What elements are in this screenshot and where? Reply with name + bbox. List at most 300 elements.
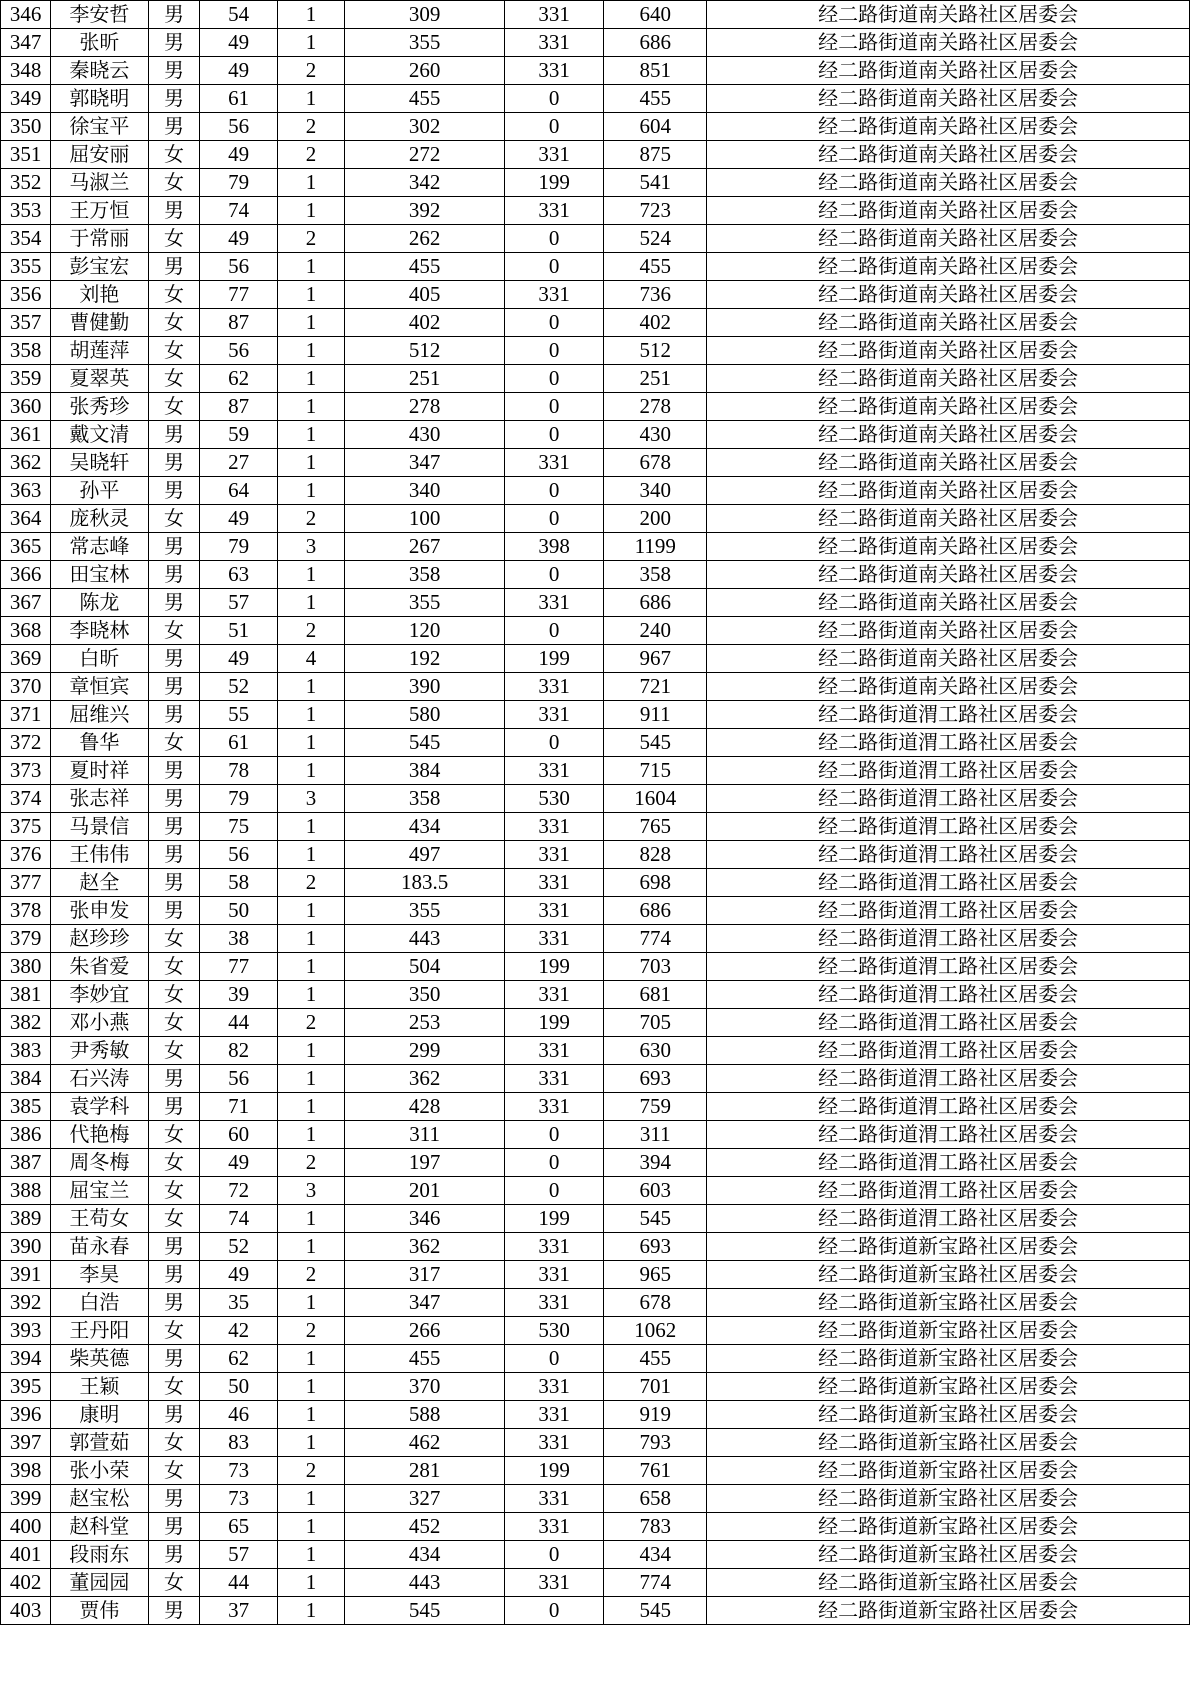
name-cell: 郭萱茹 xyxy=(51,1429,148,1457)
subsidy-cell: 331 xyxy=(505,1569,604,1597)
age-cell: 65 xyxy=(200,1513,277,1541)
table-row xyxy=(1,505,1190,533)
table-row xyxy=(1,1037,1190,1065)
community-cell: 经二路街道渭工路社区居委会 xyxy=(707,1205,1190,1233)
table-row xyxy=(1,1289,1190,1317)
table-row xyxy=(1,169,1190,197)
household-size-cell: 1 xyxy=(277,1513,344,1541)
subsidy-cell: 530 xyxy=(505,1317,604,1345)
income-cell: 266 xyxy=(345,1317,505,1345)
community-cell: 经二路街道新宝路社区居委会 xyxy=(707,1345,1190,1373)
total-cell: 759 xyxy=(604,1093,707,1121)
age-cell: 57 xyxy=(200,589,277,617)
name-cell: 刘艳 xyxy=(51,281,148,309)
subsidy-cell: 199 xyxy=(505,1009,604,1037)
table-row xyxy=(1,981,1190,1009)
community-cell: 经二路街道渭工路社区居委会 xyxy=(707,785,1190,813)
total-cell: 394 xyxy=(604,1149,707,1177)
total-cell: 430 xyxy=(604,421,707,449)
community-cell: 经二路街道南关路社区居委会 xyxy=(707,589,1190,617)
age-cell: 35 xyxy=(200,1289,277,1317)
total-cell: 686 xyxy=(604,29,707,57)
age-cell: 75 xyxy=(200,813,277,841)
household-size-cell: 1 xyxy=(277,841,344,869)
name-cell: 张秀珍 xyxy=(51,393,148,421)
subsidy-cell: 331 xyxy=(505,1429,604,1457)
community-cell: 经二路街道渭工路社区居委会 xyxy=(707,1093,1190,1121)
gender-cell: 女 xyxy=(148,1009,200,1037)
table-row xyxy=(1,85,1190,113)
name-cell: 石兴涛 xyxy=(51,1065,148,1093)
gender-cell: 男 xyxy=(148,561,200,589)
household-size-cell: 1 xyxy=(277,337,344,365)
income-cell: 355 xyxy=(345,897,505,925)
age-cell: 61 xyxy=(200,729,277,757)
gender-cell: 女 xyxy=(148,1317,200,1345)
table-row xyxy=(1,1485,1190,1513)
community-cell: 经二路街道新宝路社区居委会 xyxy=(707,1401,1190,1429)
subsidy-cell: 0 xyxy=(505,253,604,281)
subsidy-cell: 331 xyxy=(505,897,604,925)
age-cell: 79 xyxy=(200,785,277,813)
age-cell: 87 xyxy=(200,393,277,421)
community-cell: 经二路街道渭工路社区居委会 xyxy=(707,1009,1190,1037)
household-size-cell: 3 xyxy=(277,785,344,813)
subsidy-cell: 199 xyxy=(505,1457,604,1485)
name-cell: 田宝林 xyxy=(51,561,148,589)
household-size-cell: 1 xyxy=(277,477,344,505)
gender-cell: 男 xyxy=(148,85,200,113)
household-size-cell: 1 xyxy=(277,729,344,757)
community-cell: 经二路街道渭工路社区居委会 xyxy=(707,897,1190,925)
name-cell: 赵珍珍 xyxy=(51,925,148,953)
table-row xyxy=(1,337,1190,365)
name-cell: 屈维兴 xyxy=(51,701,148,729)
income-cell: 347 xyxy=(345,1289,505,1317)
subsidy-cell: 0 xyxy=(505,113,604,141)
community-cell: 经二路街道渭工路社区居委会 xyxy=(707,925,1190,953)
household-size-cell: 1 xyxy=(277,449,344,477)
age-cell: 56 xyxy=(200,113,277,141)
total-cell: 919 xyxy=(604,1401,707,1429)
total-cell: 1062 xyxy=(604,1317,707,1345)
community-cell: 经二路街道南关路社区居委会 xyxy=(707,673,1190,701)
gender-cell: 男 xyxy=(148,589,200,617)
row-number-cell: 349 xyxy=(1,85,51,113)
row-number-cell: 395 xyxy=(1,1373,51,1401)
community-cell: 经二路街道南关路社区居委会 xyxy=(707,169,1190,197)
name-cell: 王颖 xyxy=(51,1373,148,1401)
subsidy-cell: 331 xyxy=(505,1261,604,1289)
total-cell: 1604 xyxy=(604,785,707,813)
row-number-cell: 392 xyxy=(1,1289,51,1317)
household-size-cell: 1 xyxy=(277,1373,344,1401)
community-cell: 经二路街道南关路社区居委会 xyxy=(707,421,1190,449)
table-row xyxy=(1,1541,1190,1569)
household-size-cell: 2 xyxy=(277,1457,344,1485)
community-cell: 经二路街道南关路社区居委会 xyxy=(707,85,1190,113)
total-cell: 512 xyxy=(604,337,707,365)
name-cell: 代艳梅 xyxy=(51,1121,148,1149)
row-number-cell: 373 xyxy=(1,757,51,785)
community-cell: 经二路街道新宝路社区居委会 xyxy=(707,1289,1190,1317)
row-number-cell: 370 xyxy=(1,673,51,701)
age-cell: 63 xyxy=(200,561,277,589)
age-cell: 73 xyxy=(200,1485,277,1513)
gender-cell: 女 xyxy=(148,337,200,365)
gender-cell: 女 xyxy=(148,281,200,309)
row-number-cell: 372 xyxy=(1,729,51,757)
income-cell: 267 xyxy=(345,533,505,561)
age-cell: 56 xyxy=(200,841,277,869)
gender-cell: 男 xyxy=(148,869,200,897)
total-cell: 681 xyxy=(604,981,707,1009)
income-cell: 428 xyxy=(345,1093,505,1121)
community-cell: 经二路街道渭工路社区居委会 xyxy=(707,1177,1190,1205)
subsidy-cell: 199 xyxy=(505,953,604,981)
subsidy-cell: 0 xyxy=(505,365,604,393)
name-cell: 曹健勤 xyxy=(51,309,148,337)
community-cell: 经二路街道南关路社区居委会 xyxy=(707,253,1190,281)
community-cell: 经二路街道渭工路社区居委会 xyxy=(707,869,1190,897)
table-row xyxy=(1,785,1190,813)
subsidy-cell: 331 xyxy=(505,1513,604,1541)
income-cell: 355 xyxy=(345,29,505,57)
row-number-cell: 353 xyxy=(1,197,51,225)
community-cell: 经二路街道新宝路社区居委会 xyxy=(707,1457,1190,1485)
subsidy-cell: 530 xyxy=(505,785,604,813)
row-number-cell: 368 xyxy=(1,617,51,645)
income-cell: 260 xyxy=(345,57,505,85)
subsidy-cell: 331 xyxy=(505,197,604,225)
row-number-cell: 385 xyxy=(1,1093,51,1121)
gender-cell: 男 xyxy=(148,1597,200,1625)
age-cell: 87 xyxy=(200,309,277,337)
household-size-cell: 2 xyxy=(277,1009,344,1037)
community-cell: 经二路街道南关路社区居委会 xyxy=(707,449,1190,477)
age-cell: 57 xyxy=(200,1541,277,1569)
subsidy-cell: 0 xyxy=(505,309,604,337)
household-size-cell: 1 xyxy=(277,1541,344,1569)
total-cell: 765 xyxy=(604,813,707,841)
age-cell: 71 xyxy=(200,1093,277,1121)
income-cell: 504 xyxy=(345,953,505,981)
name-cell: 鲁华 xyxy=(51,729,148,757)
subsidy-cell: 331 xyxy=(505,1373,604,1401)
household-size-cell: 1 xyxy=(277,1093,344,1121)
community-cell: 经二路街道渭工路社区居委会 xyxy=(707,953,1190,981)
age-cell: 49 xyxy=(200,505,277,533)
income-cell: 362 xyxy=(345,1233,505,1261)
total-cell: 1199 xyxy=(604,533,707,561)
age-cell: 50 xyxy=(200,1373,277,1401)
income-cell: 281 xyxy=(345,1457,505,1485)
community-cell: 经二路街道渭工路社区居委会 xyxy=(707,1121,1190,1149)
row-number-cell: 348 xyxy=(1,57,51,85)
age-cell: 49 xyxy=(200,141,277,169)
age-cell: 56 xyxy=(200,253,277,281)
name-cell: 李昊 xyxy=(51,1261,148,1289)
table-row xyxy=(1,841,1190,869)
name-cell: 尹秀敏 xyxy=(51,1037,148,1065)
total-cell: 723 xyxy=(604,197,707,225)
subsidy-cell: 331 xyxy=(505,813,604,841)
age-cell: 49 xyxy=(200,57,277,85)
name-cell: 张志祥 xyxy=(51,785,148,813)
household-size-cell: 2 xyxy=(277,1261,344,1289)
gender-cell: 女 xyxy=(148,505,200,533)
row-number-cell: 386 xyxy=(1,1121,51,1149)
age-cell: 38 xyxy=(200,925,277,953)
age-cell: 72 xyxy=(200,1177,277,1205)
subsidy-cell: 331 xyxy=(505,29,604,57)
community-cell: 经二路街道新宝路社区居委会 xyxy=(707,1233,1190,1261)
gender-cell: 女 xyxy=(148,365,200,393)
gender-cell: 女 xyxy=(148,225,200,253)
subsidy-cell: 331 xyxy=(505,1485,604,1513)
age-cell: 56 xyxy=(200,1065,277,1093)
name-cell: 苗永春 xyxy=(51,1233,148,1261)
row-number-cell: 384 xyxy=(1,1065,51,1093)
row-number-cell: 351 xyxy=(1,141,51,169)
subsidy-cell: 0 xyxy=(505,1345,604,1373)
row-number-cell: 375 xyxy=(1,813,51,841)
total-cell: 774 xyxy=(604,1569,707,1597)
table-row xyxy=(1,1597,1190,1625)
table-row xyxy=(1,1233,1190,1261)
table-row xyxy=(1,393,1190,421)
name-cell: 王苟女 xyxy=(51,1205,148,1233)
total-cell: 251 xyxy=(604,365,707,393)
subsidy-cell: 331 xyxy=(505,869,604,897)
name-cell: 邓小燕 xyxy=(51,1009,148,1037)
row-number-cell: 362 xyxy=(1,449,51,477)
gender-cell: 女 xyxy=(148,1373,200,1401)
table-row xyxy=(1,421,1190,449)
total-cell: 967 xyxy=(604,645,707,673)
gender-cell: 男 xyxy=(148,1065,200,1093)
income-cell: 392 xyxy=(345,197,505,225)
row-number-cell: 364 xyxy=(1,505,51,533)
gender-cell: 男 xyxy=(148,1233,200,1261)
income-cell: 497 xyxy=(345,841,505,869)
subsidy-cell: 331 xyxy=(505,1037,604,1065)
table-row xyxy=(1,29,1190,57)
gender-cell: 男 xyxy=(148,1289,200,1317)
table-row xyxy=(1,365,1190,393)
age-cell: 44 xyxy=(200,1009,277,1037)
name-cell: 袁学科 xyxy=(51,1093,148,1121)
household-size-cell: 1 xyxy=(277,897,344,925)
subsidy-cell: 398 xyxy=(505,533,604,561)
table-row xyxy=(1,757,1190,785)
subsidy-cell: 0 xyxy=(505,477,604,505)
income-cell: 588 xyxy=(345,1401,505,1429)
age-cell: 55 xyxy=(200,701,277,729)
household-size-cell: 2 xyxy=(277,57,344,85)
household-size-cell: 1 xyxy=(277,1233,344,1261)
table-row xyxy=(1,113,1190,141)
income-cell: 192 xyxy=(345,645,505,673)
total-cell: 278 xyxy=(604,393,707,421)
total-cell: 240 xyxy=(604,617,707,645)
row-number-cell: 399 xyxy=(1,1485,51,1513)
gender-cell: 女 xyxy=(148,1205,200,1233)
community-cell: 经二路街道新宝路社区居委会 xyxy=(707,1429,1190,1457)
gender-cell: 女 xyxy=(148,1429,200,1457)
table-row xyxy=(1,561,1190,589)
table-row xyxy=(1,57,1190,85)
gender-cell: 男 xyxy=(148,673,200,701)
name-cell: 周冬梅 xyxy=(51,1149,148,1177)
subsidy-cell: 331 xyxy=(505,1,604,29)
subsidy-cell: 331 xyxy=(505,841,604,869)
total-cell: 200 xyxy=(604,505,707,533)
age-cell: 51 xyxy=(200,617,277,645)
gender-cell: 男 xyxy=(148,449,200,477)
subsidy-cell: 0 xyxy=(505,1597,604,1625)
row-number-cell: 363 xyxy=(1,477,51,505)
household-size-cell: 1 xyxy=(277,925,344,953)
gender-cell: 男 xyxy=(148,533,200,561)
community-cell: 经二路街道南关路社区居委会 xyxy=(707,617,1190,645)
household-size-cell: 1 xyxy=(277,1345,344,1373)
gender-cell: 男 xyxy=(148,197,200,225)
community-cell: 经二路街道南关路社区居委会 xyxy=(707,365,1190,393)
income-cell: 434 xyxy=(345,1541,505,1569)
age-cell: 56 xyxy=(200,337,277,365)
income-cell: 405 xyxy=(345,281,505,309)
gender-cell: 女 xyxy=(148,1569,200,1597)
income-cell: 455 xyxy=(345,253,505,281)
gender-cell: 男 xyxy=(148,701,200,729)
age-cell: 78 xyxy=(200,757,277,785)
household-size-cell: 1 xyxy=(277,393,344,421)
row-number-cell: 390 xyxy=(1,1233,51,1261)
subsidy-cell: 0 xyxy=(505,617,604,645)
community-cell: 经二路街道渭工路社区居委会 xyxy=(707,1065,1190,1093)
community-cell: 经二路街道渭工路社区居委会 xyxy=(707,841,1190,869)
subsidy-cell: 331 xyxy=(505,925,604,953)
gender-cell: 男 xyxy=(148,113,200,141)
row-number-cell: 398 xyxy=(1,1457,51,1485)
name-cell: 贾伟 xyxy=(51,1597,148,1625)
total-cell: 545 xyxy=(604,1597,707,1625)
gender-cell: 女 xyxy=(148,169,200,197)
total-cell: 705 xyxy=(604,1009,707,1037)
total-cell: 698 xyxy=(604,869,707,897)
name-cell: 于常丽 xyxy=(51,225,148,253)
row-number-cell: 388 xyxy=(1,1177,51,1205)
subsidy-cell: 331 xyxy=(505,701,604,729)
household-size-cell: 1 xyxy=(277,1429,344,1457)
total-cell: 358 xyxy=(604,561,707,589)
row-number-cell: 401 xyxy=(1,1541,51,1569)
table-row xyxy=(1,1121,1190,1149)
total-cell: 701 xyxy=(604,1373,707,1401)
row-number-cell: 346 xyxy=(1,1,51,29)
name-cell: 夏时祥 xyxy=(51,757,148,785)
total-cell: 434 xyxy=(604,1541,707,1569)
table-row xyxy=(1,1065,1190,1093)
income-cell: 197 xyxy=(345,1149,505,1177)
subsidy-cell: 331 xyxy=(505,57,604,85)
total-cell: 603 xyxy=(604,1177,707,1205)
community-cell: 经二路街道新宝路社区居委会 xyxy=(707,1513,1190,1541)
household-size-cell: 1 xyxy=(277,1,344,29)
row-number-cell: 377 xyxy=(1,869,51,897)
subsidy-cell: 331 xyxy=(505,1401,604,1429)
name-cell: 戴文清 xyxy=(51,421,148,449)
income-cell: 455 xyxy=(345,85,505,113)
table-row xyxy=(1,589,1190,617)
name-cell: 常志峰 xyxy=(51,533,148,561)
table-row xyxy=(1,813,1190,841)
row-number-cell: 380 xyxy=(1,953,51,981)
gender-cell: 女 xyxy=(148,981,200,1009)
income-cell: 272 xyxy=(345,141,505,169)
row-number-cell: 358 xyxy=(1,337,51,365)
name-cell: 胡莲萍 xyxy=(51,337,148,365)
age-cell: 50 xyxy=(200,897,277,925)
household-size-cell: 2 xyxy=(277,141,344,169)
income-cell: 402 xyxy=(345,309,505,337)
community-cell: 经二路街道南关路社区居委会 xyxy=(707,29,1190,57)
income-cell: 253 xyxy=(345,1009,505,1037)
subsidy-cell: 0 xyxy=(505,729,604,757)
total-cell: 715 xyxy=(604,757,707,785)
row-number-cell: 379 xyxy=(1,925,51,953)
table-row xyxy=(1,1261,1190,1289)
income-cell: 545 xyxy=(345,729,505,757)
table-row xyxy=(1,197,1190,225)
income-cell: 443 xyxy=(345,925,505,953)
household-size-cell: 3 xyxy=(277,533,344,561)
row-number-cell: 360 xyxy=(1,393,51,421)
gender-cell: 女 xyxy=(148,1121,200,1149)
table-row xyxy=(1,1149,1190,1177)
subsidy-cell: 331 xyxy=(505,589,604,617)
community-cell: 经二路街道南关路社区居委会 xyxy=(707,197,1190,225)
total-cell: 911 xyxy=(604,701,707,729)
total-cell: 793 xyxy=(604,1429,707,1457)
gender-cell: 男 xyxy=(148,1541,200,1569)
household-size-cell: 1 xyxy=(277,253,344,281)
name-cell: 章恒宾 xyxy=(51,673,148,701)
subsidy-cell: 0 xyxy=(505,393,604,421)
gender-cell: 男 xyxy=(148,897,200,925)
community-cell: 经二路街道南关路社区居委会 xyxy=(707,561,1190,589)
name-cell: 徐宝平 xyxy=(51,113,148,141)
gender-cell: 男 xyxy=(148,1261,200,1289)
income-cell: 309 xyxy=(345,1,505,29)
gender-cell: 男 xyxy=(148,1345,200,1373)
community-cell: 经二路街道渭工路社区居委会 xyxy=(707,1037,1190,1065)
gender-cell: 男 xyxy=(148,421,200,449)
income-cell: 390 xyxy=(345,673,505,701)
table-row xyxy=(1,645,1190,673)
table-row xyxy=(1,953,1190,981)
age-cell: 62 xyxy=(200,1345,277,1373)
row-number-cell: 382 xyxy=(1,1009,51,1037)
subsidy-cell: 0 xyxy=(505,1149,604,1177)
gender-cell: 男 xyxy=(148,1,200,29)
age-cell: 27 xyxy=(200,449,277,477)
name-cell: 李妙宜 xyxy=(51,981,148,1009)
total-cell: 736 xyxy=(604,281,707,309)
table-row xyxy=(1,897,1190,925)
subsidy-cell: 0 xyxy=(505,1541,604,1569)
